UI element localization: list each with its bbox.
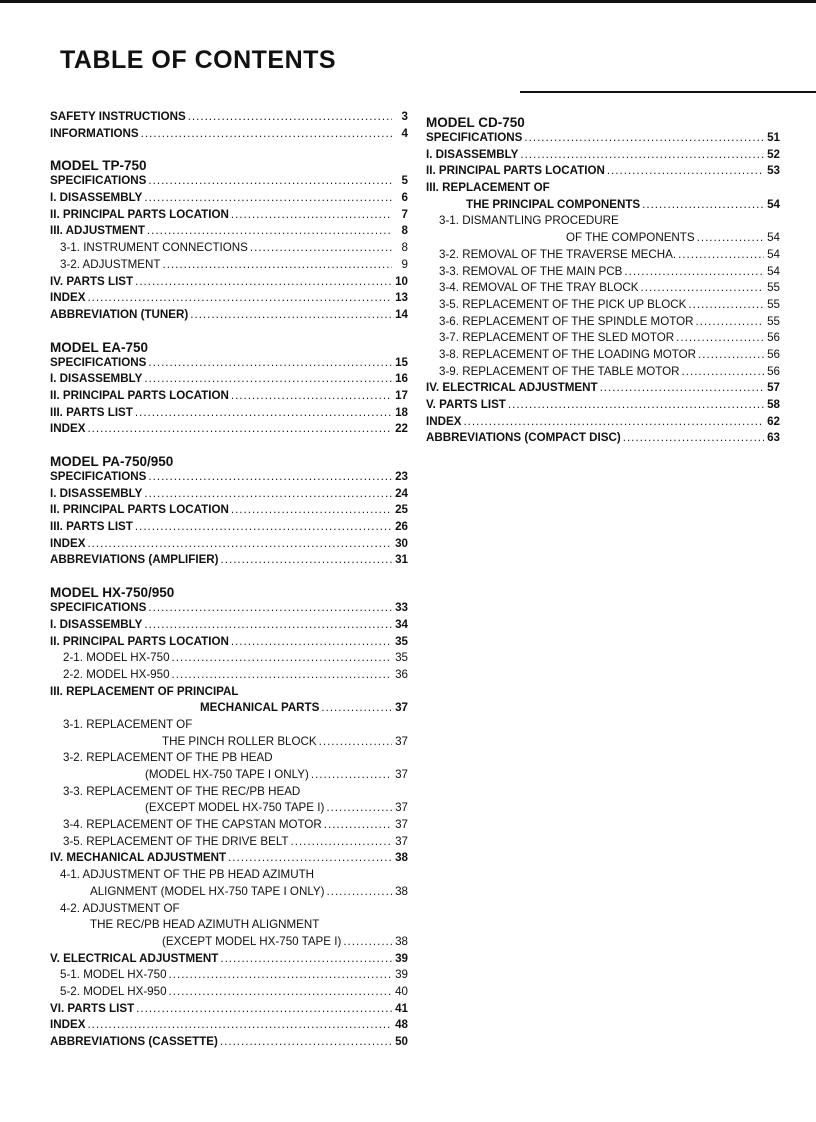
toc-subentry-line[interactable]: 3-1. REPLACEMENT OF [63, 717, 193, 731]
toc-entry[interactable]: VI. PARTS LIST ..... 41 [50, 1002, 408, 1019]
toc-entry[interactable]: SPECIFICATIONS ..... 33 [50, 601, 408, 618]
toc-entry[interactable]: II. PRINCIPAL PARTS LOCATION ..... 35 [50, 635, 408, 652]
toc-entry[interactable]: SPECIFICATIONS ..... 23 [50, 470, 408, 487]
toc-subentry-line[interactable]: 4-2. ADJUSTMENT OF [60, 901, 180, 915]
toc-entry[interactable]: I. DISASSEMBLY ..... 16 [50, 372, 408, 389]
toc-entry[interactable]: SPECIFICATIONS ..... 15 [50, 356, 408, 373]
toc-subentry-continuation[interactable]: (EXCEPT MODEL HX-750 TAPE I) ..... 38 [50, 935, 408, 952]
toc-entry[interactable]: INDEX ..... 22 [50, 422, 408, 439]
toc-entry[interactable]: IV. ELECTRICAL ADJUSTMENT ..... 57 [426, 381, 780, 398]
section-heading-tp750: MODEL TP-750 [50, 158, 147, 174]
toc-entry[interactable]: III. PARTS LIST ..... 18 [50, 406, 408, 423]
toc-subentry[interactable]: 3-6. REPLACEMENT OF THE SPINDLE MOTOR ..... 55 [426, 315, 780, 332]
toc-entry[interactable]: ABBREVIATIONS (COMPACT DISC) ..... 63 [426, 431, 780, 448]
toc-entry-safety[interactable]: SAFETY INSTRUCTIONS ..... 3 [50, 110, 408, 127]
toc-entry[interactable]: ABBREVIATIONS (AMPLIFIER) ..... 31 [50, 553, 408, 570]
toc-entry-line[interactable]: III. REPLACEMENT OF PRINCIPAL [50, 684, 239, 698]
toc-entry[interactable]: II. PRINCIPAL PARTS LOCATION ..... 53 [426, 164, 780, 181]
toc-entry[interactable]: V. PARTS LIST ..... 58 [426, 398, 780, 415]
section-heading-ea750: MODEL EA-750 [50, 339, 149, 355]
toc-subentry[interactable]: 3-2. REMOVAL OF THE TRAVERSE MECHA. ..... 54 [426, 248, 780, 265]
toc-entry-continuation[interactable]: MECHANICAL PARTS ..... 37 [50, 701, 408, 718]
toc-subentry[interactable]: 3-8. REPLACEMENT OF THE LOADING MOTOR ..... 56 [426, 348, 780, 365]
toc-subentry[interactable]: 3-7. REPLACEMENT OF THE SLED MOTOR ..... 56 [426, 331, 780, 348]
toc-entry-continuation[interactable]: THE PRINCIPAL COMPONENTS ..... 54 [426, 198, 780, 215]
section-heading-pa750: MODEL PA-750/950 [50, 454, 174, 469]
toc-entry[interactable]: II. PRINCIPAL PARTS LOCATION ..... 25 [50, 503, 408, 520]
toc-subentry-continuation[interactable]: OF THE COMPONENTS ..... 54 [426, 231, 780, 248]
title-underline-rule [520, 91, 816, 93]
toc-subentry[interactable]: 3-4. REPLACEMENT OF THE CAPSTAN MOTOR ..... 37 [50, 818, 408, 835]
toc-entry[interactable]: INDEX ..... 30 [50, 537, 408, 554]
toc-subentry[interactable]: 3-1. INSTRUMENT CONNECTIONS ..... 8 [50, 241, 408, 258]
toc-subentry[interactable]: 3-4. REMOVAL OF THE TRAY BLOCK ..... 55 [426, 281, 780, 298]
section-heading-hx750: MODEL HX-750/950 [50, 585, 175, 601]
toc-entry[interactable]: INDEX ..... 48 [50, 1018, 408, 1035]
toc-entry[interactable]: I. DISASSEMBLY ..... 52 [426, 148, 780, 165]
toc-subentry[interactable]: 3-5. REPLACEMENT OF THE PICK UP BLOCK ..... 55 [426, 298, 780, 315]
toc-entry-informations[interactable]: INFORMATIONS ..... 4 [50, 127, 408, 144]
toc-subentry-line[interactable]: THE REC/PB HEAD AZIMUTH ALIGNMENT [90, 918, 320, 932]
toc-entry[interactable]: I. DISASSEMBLY ..... 34 [50, 618, 408, 635]
toc-entry-line[interactable]: III. REPLACEMENT OF [426, 181, 550, 195]
toc-subentry[interactable]: 3-3. REMOVAL OF THE MAIN PCB ..... 54 [426, 265, 780, 282]
toc-subentry[interactable]: 5-1. MODEL HX-750 ..... 39 [50, 968, 408, 985]
toc-left-column [50, 110, 408, 1052]
toc-entry[interactable]: III. ADJUSTMENT ..... 8 [50, 224, 408, 241]
toc-subentry[interactable]: 2-2. MODEL HX-950 ..... 36 [50, 668, 408, 685]
toc-subentry-continuation[interactable]: ALIGNMENT (MODEL HX-750 TAPE I ONLY) ..... 38 [50, 885, 408, 902]
toc-entry[interactable]: INDEX ..... 62 [426, 415, 780, 432]
toc-subentry[interactable]: 2-1. MODEL HX-750 ..... 35 [50, 651, 408, 668]
toc-subentry-line[interactable]: 3-2. REPLACEMENT OF THE PB HEAD [63, 751, 273, 765]
toc-entry[interactable]: I. DISASSEMBLY ..... 6 [50, 191, 408, 208]
toc-subentry-continuation[interactable]: (EXCEPT MODEL HX-750 TAPE I) ..... 37 [50, 801, 408, 818]
toc-entry[interactable]: V. ELECTRICAL ADJUSTMENT ..... 39 [50, 952, 408, 969]
section-heading-cd750: MODEL CD-750 [426, 115, 525, 130]
toc-subentry[interactable]: 3-5. REPLACEMENT OF THE DRIVE BELT ..... 37 [50, 835, 408, 852]
toc-subentry-line[interactable]: 3-3. REPLACEMENT OF THE REC/PB HEAD [63, 784, 301, 798]
toc-subentry-continuation[interactable]: THE PINCH ROLLER BLOCK ..... 37 [50, 735, 408, 752]
toc-entry[interactable]: II. PRINCIPAL PARTS LOCATION ..... 17 [50, 389, 408, 406]
toc-entry[interactable]: IV. PARTS LIST ..... 10 [50, 275, 408, 292]
toc-entry[interactable]: III. PARTS LIST ..... 26 [50, 520, 408, 537]
top-border-rule [0, 0, 816, 3]
toc-subentry[interactable]: 5-2. MODEL HX-950 ..... 40 [50, 985, 408, 1002]
toc-entry[interactable]: I. DISASSEMBLY ..... 24 [50, 487, 408, 504]
page-title: TABLE OF CONTENTS [60, 46, 337, 74]
toc-subentry[interactable]: 3-9. REPLACEMENT OF THE TABLE MOTOR ..... 56 [426, 365, 780, 382]
toc-entry[interactable]: SPECIFICATIONS ..... 5 [50, 174, 408, 191]
toc-entry[interactable]: IV. MECHANICAL ADJUSTMENT ..... 38 [50, 851, 408, 868]
toc-entry[interactable]: ABBREVIATION (TUNER) ..... 14 [50, 308, 408, 325]
toc-subentry[interactable]: 3-2. ADJUSTMENT ..... 9 [50, 258, 408, 275]
toc-entry[interactable]: ABBREVIATIONS (CASSETTE) ..... 50 [50, 1035, 408, 1052]
toc-subentry-line[interactable]: 4-1. ADJUSTMENT OF THE PB HEAD AZIMUTH [60, 868, 315, 882]
toc-subentry-line[interactable]: 3-1. DISMANTLING PROCEDURE [439, 214, 619, 228]
toc-entry[interactable]: II. PRINCIPAL PARTS LOCATION ..... 7 [50, 208, 408, 225]
toc-entry[interactable]: INDEX ..... 13 [50, 291, 408, 308]
toc-subentry-continuation[interactable]: (MODEL HX-750 TAPE I ONLY) ..... 37 [50, 768, 408, 785]
toc-entry[interactable]: SPECIFICATIONS ..... 51 [426, 131, 780, 148]
toc-right-column [426, 114, 780, 448]
